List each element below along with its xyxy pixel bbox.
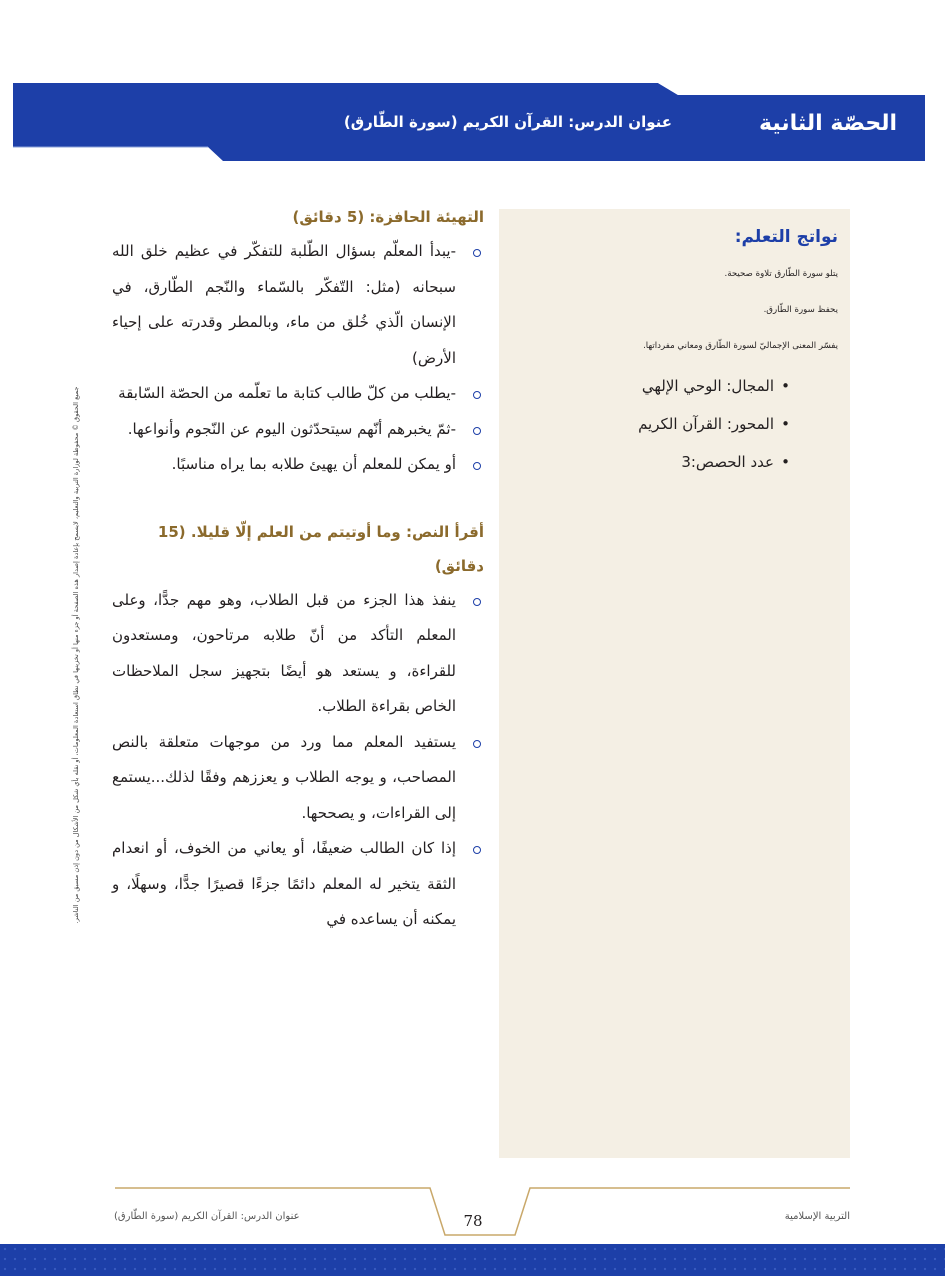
- reading-heading: [112, 515, 484, 583]
- sessions-count-item: • عدد الحصص:3: [513, 453, 790, 471]
- main-content: [112, 200, 484, 938]
- learning-outcomes-panel: [499, 209, 850, 1158]
- warmup-list: [112, 234, 484, 483]
- list-item: يستفيد المعلم مما ورد من موجهات متعلقة بالنص المصاحب، و يوجه الطلاب و يعززهم وفقًا لذلك...يستمع إلى القراءات، و يصححها.: [112, 725, 484, 832]
- list-item: أو يمكن للمعلم أن يهيئ طلابه بما يراه مناسبًا.: [112, 447, 484, 483]
- outcome-item: يتلو سورة الطّارق تلاوة صحيحة.: [724, 269, 838, 279]
- outcome-item: يحفظ سورة الطّارق.: [763, 305, 838, 315]
- list-item: -ثمّ يخبرهم أنّهم سيتحدّثون اليوم عن النّجوم وأنواعها.: [112, 412, 484, 448]
- warmup-heading: [112, 200, 484, 234]
- list-item: -يبدأ المعلّم بسؤال الطّلبة للتفكّر في عظيم خلق الله سبحانه (مثل: التّفكّر بالسّماء والنّجم الطّارق، في الإنسان الّذي خُلق من ماء، وبالمطر وقدرته على إحياء الأرض): [112, 234, 484, 376]
- outcomes-heading: نواتج التعلم:: [734, 227, 838, 247]
- outcome-item: يفسّر المعنى الإجماليّ لسورة الطّارق ومعاني مفرداتها.: [643, 341, 838, 351]
- reading-duration: (15 دقائق): [157, 522, 484, 575]
- footer-lesson-title: عنوان الدرس: القرآن الكريم (سورة الطّارق): [114, 1211, 300, 1222]
- list-item: ينفذ هذا الجزء من قبل الطلاب، وهو مهم جدًّا، وعلى المعلم التأكد من أنّ طلابه مرتاحون، ومستعدون للقراءة، و يستعد هو أيضًا بتجهيز سجل الملاحظات الخاص بقراءة الطلاب.: [112, 583, 484, 725]
- reading-list: [112, 583, 484, 938]
- page-number: 78: [463, 1212, 483, 1230]
- copyright-note: [70, 310, 82, 1000]
- axis-item: • المحور: القرآن الكريم: [513, 415, 790, 433]
- copyright-text: جميع الحقوق © محفوظة لوزارة التربية والتعليم، لايسمح بإعادة إصدار هذه الصفحة أو جزء منها أو تخزينها في نطاق استعادة المعلومات، أو نقله بأي شكل من الأشكال من دون إذن مسبق من الناشر.: [72, 386, 80, 924]
- footer-subject: التربية الإسلامية: [784, 1211, 850, 1222]
- bottom-band-pattern: [0, 1244, 945, 1276]
- list-item: -يطلب من كلّ طالب كتابة ما تعلّمه من الحصّة السّابقة: [112, 376, 484, 412]
- bottom-band: [0, 1244, 945, 1276]
- lesson-title: عنوان الدرس: القرآن الكريم (سورة الطّارق): [343, 113, 672, 131]
- reading-label: أقرأ النص:: [405, 522, 484, 541]
- warmup-label: التهيئة الحافزة:: [369, 208, 484, 226]
- list-item: إذا كان الطالب ضعيفًا، أو يعاني من الخوف، أو انعدام الثقة يتخير له المعلم دائمًا جزءًا قصيرًا جدًّا، وسهلًا، و يمكنه أن يساعده في: [112, 831, 484, 938]
- header-banner: [13, 83, 925, 161]
- lesson-meta-list: [513, 377, 838, 471]
- session-title: الحصّة الثانية: [759, 111, 897, 136]
- reading-verse: وما أوتيتم من العلم إلّا قليلا.: [190, 522, 401, 541]
- domain-item: • المجال: الوحي الإلهي: [513, 377, 790, 395]
- warmup-duration: (5 دقائق): [292, 208, 365, 226]
